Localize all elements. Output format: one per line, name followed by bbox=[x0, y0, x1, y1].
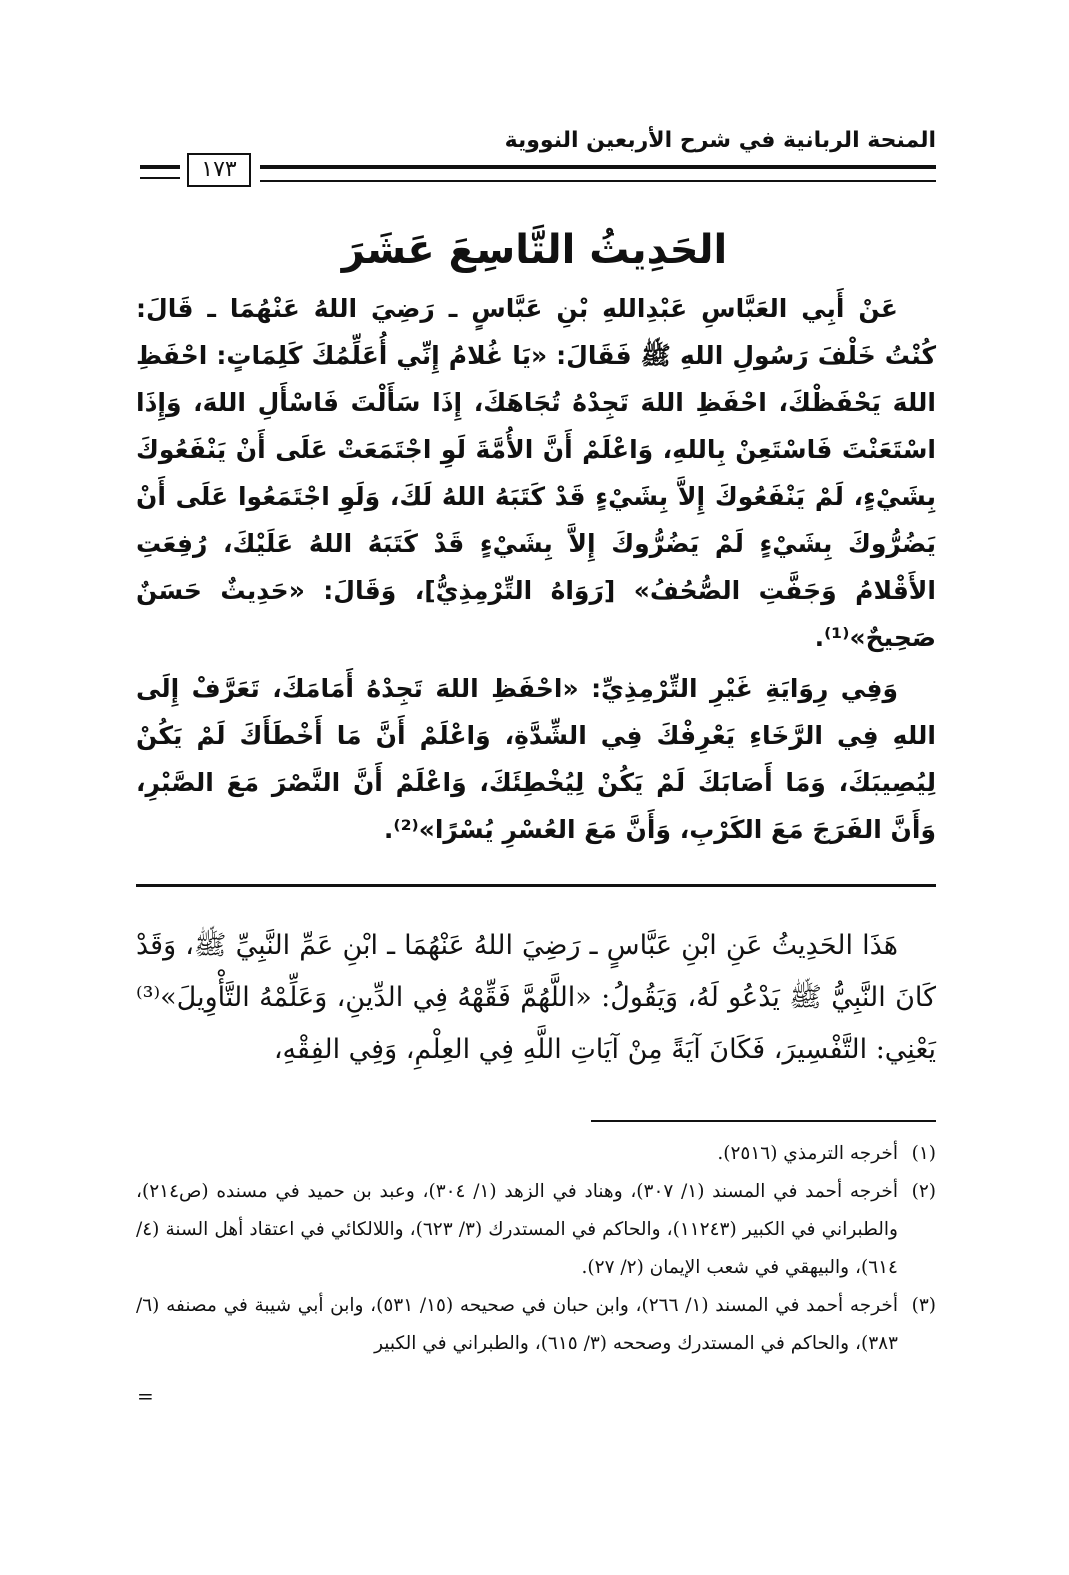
footnote bbox=[136, 1135, 936, 1173]
footnote-marker: (١) bbox=[911, 1143, 936, 1164]
footnote-text: أخرجه أحمد في المسند (١/ ٣٠٧)، وهناد في الزهد (١/ ٣٠٤)، وعبد بن حميد في مسنده (ص٢١٤)، والطبراني في الكبير (١١٢٤٣)، والحاكم في المستدرك (٣/ ٦٢٣)، واللالكائي في اعتقاد أهل السنة (٤/ ٦١٤)، والبيهقي في شعب الإيمان (٢/ ٢٧). bbox=[136, 1181, 898, 1278]
header-rule-left bbox=[140, 165, 180, 179]
footnote-separator bbox=[591, 1120, 936, 1122]
book-title: المنحة الربانية في شرح الأربعين النووية bbox=[504, 128, 936, 153]
section-divider bbox=[136, 884, 936, 887]
hadith-text bbox=[136, 285, 936, 853]
running-header bbox=[140, 128, 936, 188]
hadith-heading: الحَدِيثُ التَّاسِعَ عَشَرَ bbox=[341, 227, 728, 273]
footnote bbox=[136, 1287, 936, 1363]
footnote-text: أخرجه أحمد في المسند (١/ ٢٦٦)، وابن حبان في صحيحه (١٥/ ٥٣١)، وابن أبي شيبة في مصنفه (٦/ ٣٨٣)، والحاكم في المستدرك وصححه (٣/ ٦١٥)، والطبراني في الكبير bbox=[136, 1295, 898, 1354]
footnote bbox=[136, 1173, 936, 1287]
continuation-mark: = bbox=[137, 1384, 154, 1408]
hadith-paragraph-main: عَنْ أَبِي العَبَّاسِ عَبْدِاللهِ بْنِ عَبَّاسٍ ـ رَضِيَ اللهُ عَنْهُمَا ـ قَالَ: كُنْتُ خَلْفَ رَسُولِ اللهِ ﷺ فَقَالَ: «يَا غُلامُ إِنِّي أُعَلِّمُكَ كَلِمَاتٍ: احْفَظِ اللهَ يَحْفَظْكَ، احْفَظِ اللهَ تَجِدْهُ تُجَاهَكَ، إِذَا سَأَلْتَ فَاسْأَلِ اللهَ، وَإِذَا اسْتَعَنْتَ فَاسْتَعِنْ بِاللهِ، وَاعْلَمْ أَنَّ الأُمَّةَ لَوِ اجْتَمَعَتْ عَلَى أَنْ يَنْفَعُوكَ بِشَيْءٍ، لَمْ يَنْفَعُوكَ إِلاَّ بِشَيْءٍ قَدْ كَتَبَهُ اللهُ لَكَ، وَلَوِ اجْتَمَعُوا عَلَى أَنْ يَضُرُّوكَ بِشَيْءٍ لَمْ يَضُرُّوكَ إِلاَّ بِشَيْءٍ قَدْ كَتَبَهُ اللهُ عَلَيْكَ، رُفِعَتِ الأَقْلامُ وَجَفَّتِ الصُّحُفُ» [رَوَاهُ التِّرْمِذِيُّ]، وَقَالَ: «حَدِيثٌ حَسَنٌ صَحِيحٌ»⁽¹⁾. bbox=[136, 294, 936, 652]
footnote-marker: (٢) bbox=[911, 1181, 936, 1202]
header-rule bbox=[260, 165, 936, 182]
footnote-marker: (٣) bbox=[911, 1295, 936, 1316]
footnotes bbox=[136, 1135, 936, 1363]
hadith-paragraph-other-narration: وَفِي رِوَايَةِ غَيْرِ التِّرْمِذِيِّ: «احْفَظِ اللهَ تَجِدْهُ أَمَامَكَ، تَعَرَّفْ إِلَى اللهِ فِي الرَّخَاءِ يَعْرِفْكَ فِي الشِّدَّةِ، وَاعْلَمْ أَنَّ مَا أَخْطَأَكَ لَمْ يَكُنْ لِيُصِيبَكَ، وَمَا أَصَابَكَ لَمْ يَكُنْ لِيُخْطِئَكَ، وَاعْلَمْ أَنَّ النَّصْرَ مَعَ الصَّبْرِ، وَأَنَّ الفَرَجَ مَعَ الكَرْبِ، وَأَنَّ مَعَ العُسْرِ يُسْرًا»⁽²⁾. bbox=[136, 674, 936, 844]
page-number: ١٧٣ bbox=[187, 153, 251, 187]
commentary-paragraph: هَذَا الحَدِيثُ عَنِ ابْنِ عَبَّاسٍ ـ رَضِيَ اللهُ عَنْهُمَا ـ ابْنِ عَمِّ النَّبِيِّ ﷺ، وَقَدْ كَانَ النَّبِيُّ ﷺ يَدْعُو لَهُ، وَيَقُولُ: «اللَّهُمَّ فَقِّهْهُ فِي الدِّينِ، وَعَلِّمْهُ التَّأْوِيلَ»⁽³⁾ يَعْنِي: التَّفْسِيرَ، فَكَانَ آيَةً مِنْ آيَاتِ اللَّهِ فِي العِلْمِ، وَفِي الفِقْهِ، bbox=[136, 930, 936, 1065]
footnote-text: أخرجه الترمذي (٢٥١٦). bbox=[717, 1143, 898, 1164]
